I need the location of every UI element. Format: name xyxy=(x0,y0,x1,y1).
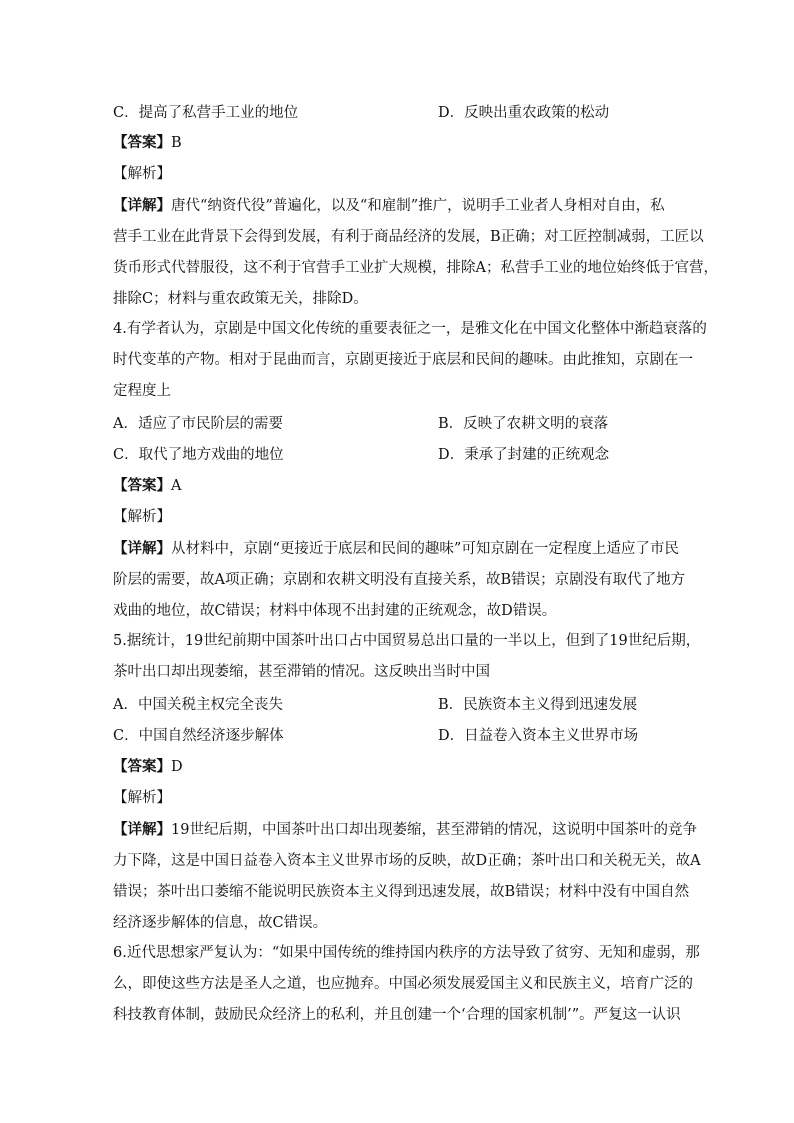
q3-answer-row xyxy=(113,133,683,153)
q4-option-b: B．反映了农耕文明的衰落 xyxy=(438,416,609,432)
q3-option-d: D．反映出重农政策的松动 xyxy=(438,105,610,121)
detail-line: 阶层的需要，故A项正确；京剧和农耕文明没有直接关系，故B错误；京剧没有取代了地方 xyxy=(113,572,686,588)
detail-label: 【详解】 xyxy=(113,197,171,214)
q5-analysis-label: 【解析】 xyxy=(113,790,171,806)
q5-stem xyxy=(113,626,701,688)
detail-line: 力下降，这是中国日益卷入资本主义世界市场的反映，故D正确；茶叶出口和关税无关，故A xyxy=(113,853,701,869)
answer-label: 【答案】 xyxy=(113,758,171,775)
stem-line: 茶叶出口却出现萎缩，甚至滞销的情况。这反映出当时中国 xyxy=(113,664,490,680)
detail-line: 从材料中，京剧“更接近于底层和民间的趣味”可知京剧在一定程度上适应了市民 xyxy=(171,541,679,557)
detail-line: 营手工业在此背景下会得到发展，有利于商品经济的发展，B正确；对工匠控制减弱，工匠以 xyxy=(113,229,704,245)
stem-line: 5.据统计，19世纪前期中国茶叶出口占中国贸易总出口量的一半以上，但到了19世纪后期， xyxy=(113,633,701,649)
q6-stem xyxy=(113,938,700,1031)
stem-line: 6.近代思想家严复认为：“如果中国传统的维持国内秩序的方法导致了贫穷、无知和虚弱，那 xyxy=(113,945,700,961)
q4-option-c: C．取代了地方戏曲的地位 xyxy=(113,447,284,463)
q4-option-a: A．适应了市民阶层的需要 xyxy=(113,416,283,432)
detail-line: 唐代“纳资代役”普遍化，以及“和雇制”推广，说明手工业者人身相对自由，私 xyxy=(171,198,665,214)
detail-label: 【详解】 xyxy=(113,821,171,838)
q4-stem xyxy=(113,314,707,407)
q4-detail xyxy=(113,533,686,627)
q4-option-d: D．秉承了封建的正统观念 xyxy=(438,447,610,463)
answer-value: A xyxy=(171,478,182,494)
q4-analysis-label: 【解析】 xyxy=(113,509,171,525)
detail-line: 19世纪后期，中国茶叶出口却出现萎缩，甚至滞销的情况，这说明中国茶叶的竞争 xyxy=(171,822,697,838)
stem-line: 4.有学者认为，京剧是中国文化传统的重要表征之一，是雅文化在中国文化整体中渐趋衰落的 xyxy=(113,321,707,337)
q5-option-c: C．中国自然经济逐步解体 xyxy=(113,728,284,744)
detail-line: 排除C；材料与重农政策无关，排除D。 xyxy=(113,291,368,307)
q5-detail xyxy=(113,814,701,939)
answer-label: 【答案】 xyxy=(113,477,171,494)
stem-line: 科技教育体制，鼓励民众经济上的私利，并且创建一个‘合理的国家机制’”。严复这一认识 xyxy=(113,1007,681,1023)
detail-line: 经济逐步解体的信息，故C错误。 xyxy=(113,915,328,931)
q5-option-b: B．民族资本主义得到迅速发展 xyxy=(438,697,638,713)
q3-option-c: C．提高了私营手工业的地位 xyxy=(113,105,299,121)
stem-line: 定程度上 xyxy=(113,383,171,399)
q4-answer-row xyxy=(113,476,683,496)
detail-label: 【详解】 xyxy=(113,540,171,557)
q3-detail xyxy=(113,190,718,315)
detail-line: 戏曲的地位，故C错误；材料中体现不出封建的正统观念，故D错误。 xyxy=(113,603,557,619)
q5-option-a: A．中国关税主权完全丧失 xyxy=(113,697,283,713)
detail-line: 货币形式代替服役，这不利于官营手工业扩大规模，排除A；私营手工业的地位始终低于官营， xyxy=(113,260,718,276)
answer-value: B xyxy=(171,135,182,151)
q3-analysis-label: 【解析】 xyxy=(113,166,171,182)
q5-option-d: D．日益卷入资本主义世界市场 xyxy=(438,728,639,744)
stem-line: 时代变革的产物。相对于昆曲而言，京剧更接近于底层和民间的趣味。由此推知，京剧在一 xyxy=(113,352,693,368)
q5-answer-row xyxy=(113,757,683,777)
stem-line: 么，即使这些方法是圣人之道，也应抛弃。中国必须发展爱国主义和民族主义，培育广泛的 xyxy=(113,976,693,992)
answer-value: D xyxy=(171,759,183,775)
detail-line: 错误；茶叶出口萎缩不能说明民族资本主义得到迅速发展，故B错误；材料中没有中国自然 xyxy=(113,884,690,900)
answer-label: 【答案】 xyxy=(113,134,171,151)
